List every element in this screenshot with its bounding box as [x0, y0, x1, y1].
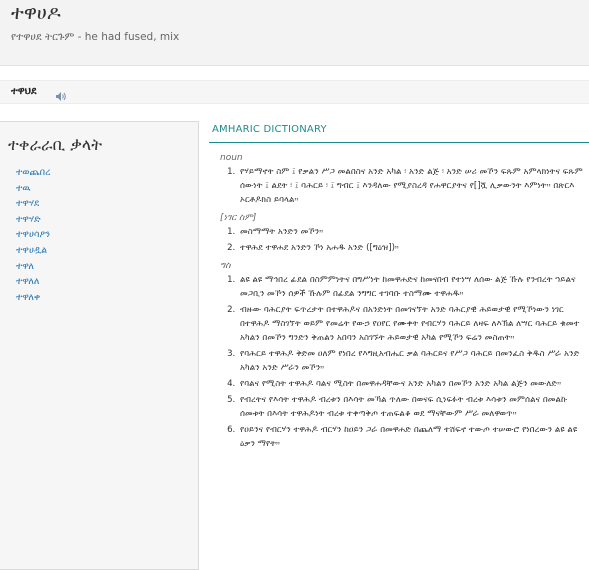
related-word-link[interactable]: ተዋለቀ [16, 291, 41, 303]
part-of-speech: ግስ [220, 261, 231, 271]
section-noun [220, 153, 589, 207]
headword: ተዋህደ [11, 86, 37, 97]
definition-item: 2. ብዙው ባሕርያት ፍጥረታት በተዋሕዶና በአንድነት በመገናኘት አንድ ባሕርያዊ ሕይወታዊ የሚኾነውን ነገር በተዋሕዶ ማስገኘት ወይም የመሬት የውኃ የዐየር የሙቀት የብርሃን ባሕርይ ለዛፍ ለእኽል ለሣር ባሕርይ ቁመተ አካልን በመኾን ግንድን ቅጠልን አበባን አስገኙት ሕይወታዊ አካል የሚኾን ፍሬን መስጠት። [238, 303, 589, 345]
dictionary-title: AMHARIC DICTIONARY [212, 124, 327, 135]
related-word-link[interactable]: ተዉ [16, 182, 31, 194]
part-of-speech: noun [220, 153, 243, 163]
definition-item: 6. የዐይንና የብርሃን ተዋሕዶ ብርሃን ከዐይን ጋራ በመዋሐድ በጨለማ ተሸፍኖ ተውጦ ተሠውሮ የነበረውን ልዩ ልዩ ዕቃን ማየት። [238, 423, 589, 451]
speaker-icon[interactable] [55, 87, 67, 98]
section-verb [220, 261, 589, 451]
definition-list [238, 225, 589, 255]
related-word-link[interactable]: ተዋሀሳዖን [16, 229, 51, 241]
page-subtitle: የተዋሀደ ትርጉም - he had fused, mix [11, 31, 180, 43]
section-noun-name [220, 213, 589, 255]
page-header [0, 0, 589, 66]
definitions [220, 153, 589, 457]
definition-item: 2. ተዋሕደ ተዋሐደ አንድን ኾነ አሐዱ አንድ ([ግዕዝ])። [238, 241, 589, 255]
related-words-list [16, 165, 50, 305]
related-word-link[interactable]: ተዋለለ [16, 276, 40, 288]
title-divider [209, 142, 589, 143]
definition-item: 3. የባሕርይ ተዋሕዶ ቅድመ ዐለም የነበረ የእግዚአብሔር ቃል ባሕርይና የሥጋ ባሕርይ በመንፈስ ቅዱስ ሥራ አንድ አካልን አንድ ሥራን መኾን። [238, 347, 589, 375]
related-words-sidebar [0, 121, 199, 570]
related-word-link[interactable]: ተዋሃድ [16, 213, 41, 225]
definition-item: 1. መስማማት አንድን መኾን። [238, 225, 589, 239]
definition-list [238, 165, 589, 207]
definition-list [238, 273, 589, 451]
page-title: ተዋሀዶ [11, 2, 61, 24]
related-word-link[interactable]: ተዋሀዷል [16, 244, 48, 256]
dictionary-panel [209, 121, 589, 570]
definition-item: 1. ልዩ ልዩ ማኅበረ ፊደል በስምምነትና በግሥነት ከመዋሐድና ከመናበብ የተነሣ ለሰው ልጅ ኹሉ የንብረት ኀይልና መጋቢን መኾን ሰዎች ኹሉም በፊደል ንግግር ተገባቡ ተስማሙ ተዋሐዱ። [238, 273, 589, 301]
word-bar [0, 80, 589, 104]
part-of-speech: [ነገር ስም] [220, 213, 257, 223]
definition-item: 1. የሃይማኖት ስም ፤ የቃልን ሥጋ መልበስና አንድ አካል ፡ አንድ ልጅ ፡ አንድ ሠሪ መኾን ፍጹም አምላክነትና ፍጹም ሰውነት ፤ ልደት ፡ ፤ ባሕርይ ፡ ፤ ግብር ፤ እንዳለው የሚያስረዳ የሐዋርያትና የ[]ሿ ሊቃውንት እምነት። በጽርእ ኦርቶዶክስ ይባላል። [238, 165, 589, 207]
related-word-link[interactable]: ተዋለ [16, 260, 34, 272]
sidebar-heading: ተቀራራቢ ቃላት [8, 135, 103, 154]
definition-item: 4. የባልና የሚስት ተዋሕዶ ባልና ሚስት በመዋሐዳቸውና አንድ አካልን በመኾን አንድ አካል ልጅን መውለድ። [238, 377, 589, 391]
related-word-link[interactable]: ተዋሃደ [16, 198, 40, 210]
related-word-link[interactable]: ተወጨበረ [16, 167, 51, 178]
definition-item: 5. የብረትና የእሳት ተዋሕዶ ብረቱን በእሳት መኻል ጥለው በወናፍ ሲነፍፉት ብረቱ እሳቱን መምሰልና በመልኩ ሰመቱት በእሳት ተዋሕዶነት ብረቱ ተቀጣቅጦ ተጠፍልቆ ወደ ማናቸውም ሥራ መለዋወጥ። [238, 393, 589, 421]
